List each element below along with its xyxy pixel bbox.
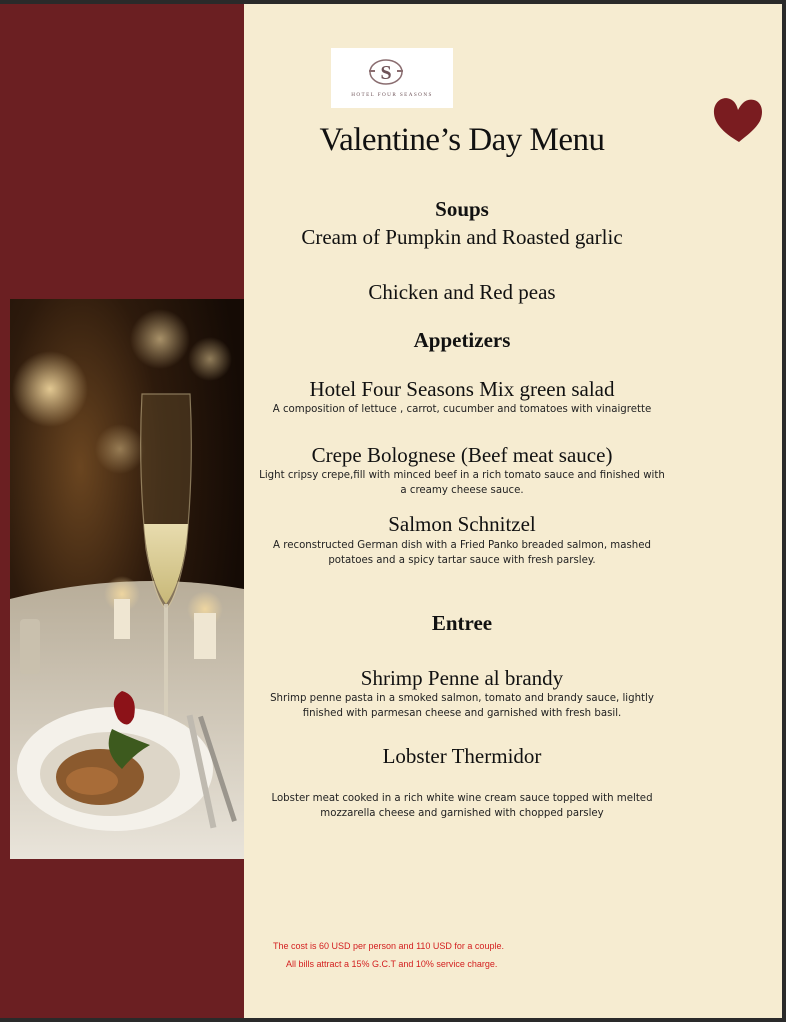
entree-name-shrimp: Shrimp Penne al brandy — [360, 666, 564, 690]
appetizer-desc-salad: A composition of lettuce , carrot, cucumber and tomatoes with vinaigrette — [272, 404, 652, 415]
heart-icon — [710, 92, 766, 148]
section-heading-appetizers: Appetizers — [413, 328, 511, 352]
soup-item-red-peas: Chicken and Red peas — [368, 280, 556, 304]
menu-page — [0, 4, 782, 1018]
soup-item-pumpkin: Cream of Pumpkin and Roasted garlic — [301, 225, 623, 249]
hotel-logo — [331, 48, 453, 108]
cost-note: The cost is 60 USD per person and 110 USD for a couple. — [273, 941, 504, 951]
logo-monogram: S — [380, 62, 392, 84]
appetizer-desc-crepe: Light cripsy crepe,fill with minced beef in a rich tomato sauce and finished with a creamy cheese sauce. — [259, 470, 665, 496]
section-heading-entree: Entree — [431, 611, 493, 635]
entree-desc-lobster: Lobster meat cooked in a rich white wine cream sauce topped with melted mozzarella cheese and garnished with chopped parsley — [271, 793, 653, 819]
appetizer-desc-schnitzel: A reconstructed German dish with a Fried Panko breaded salmon, mashed potatoes and a spicy tartar sauce with fresh parsley. — [273, 540, 651, 566]
entree-name-lobster: Lobster Thermidor — [382, 744, 542, 768]
charges-note: All bills attract a 15% G.C.T and 10% service charge. — [286, 959, 498, 969]
menu-title: Valentine’s Day Menu — [319, 122, 605, 158]
dinner-table-photo — [10, 299, 244, 859]
appetizer-name-crepe: Crepe Bolognese (Beef meat sauce) — [311, 443, 613, 467]
logo-text: HOTEL FOUR SEASONS — [351, 92, 433, 98]
section-heading-soups: Soups — [435, 197, 489, 221]
appetizer-name-salad: Hotel Four Seasons Mix green salad — [309, 377, 615, 401]
entree-desc-shrimp: Shrimp penne pasta in a smoked salmon, tomato and brandy sauce, lightly finished with parmesan cheese and garnished with fresh basil. — [270, 693, 654, 719]
appetizer-name-schnitzel: Salmon Schnitzel — [388, 512, 536, 536]
